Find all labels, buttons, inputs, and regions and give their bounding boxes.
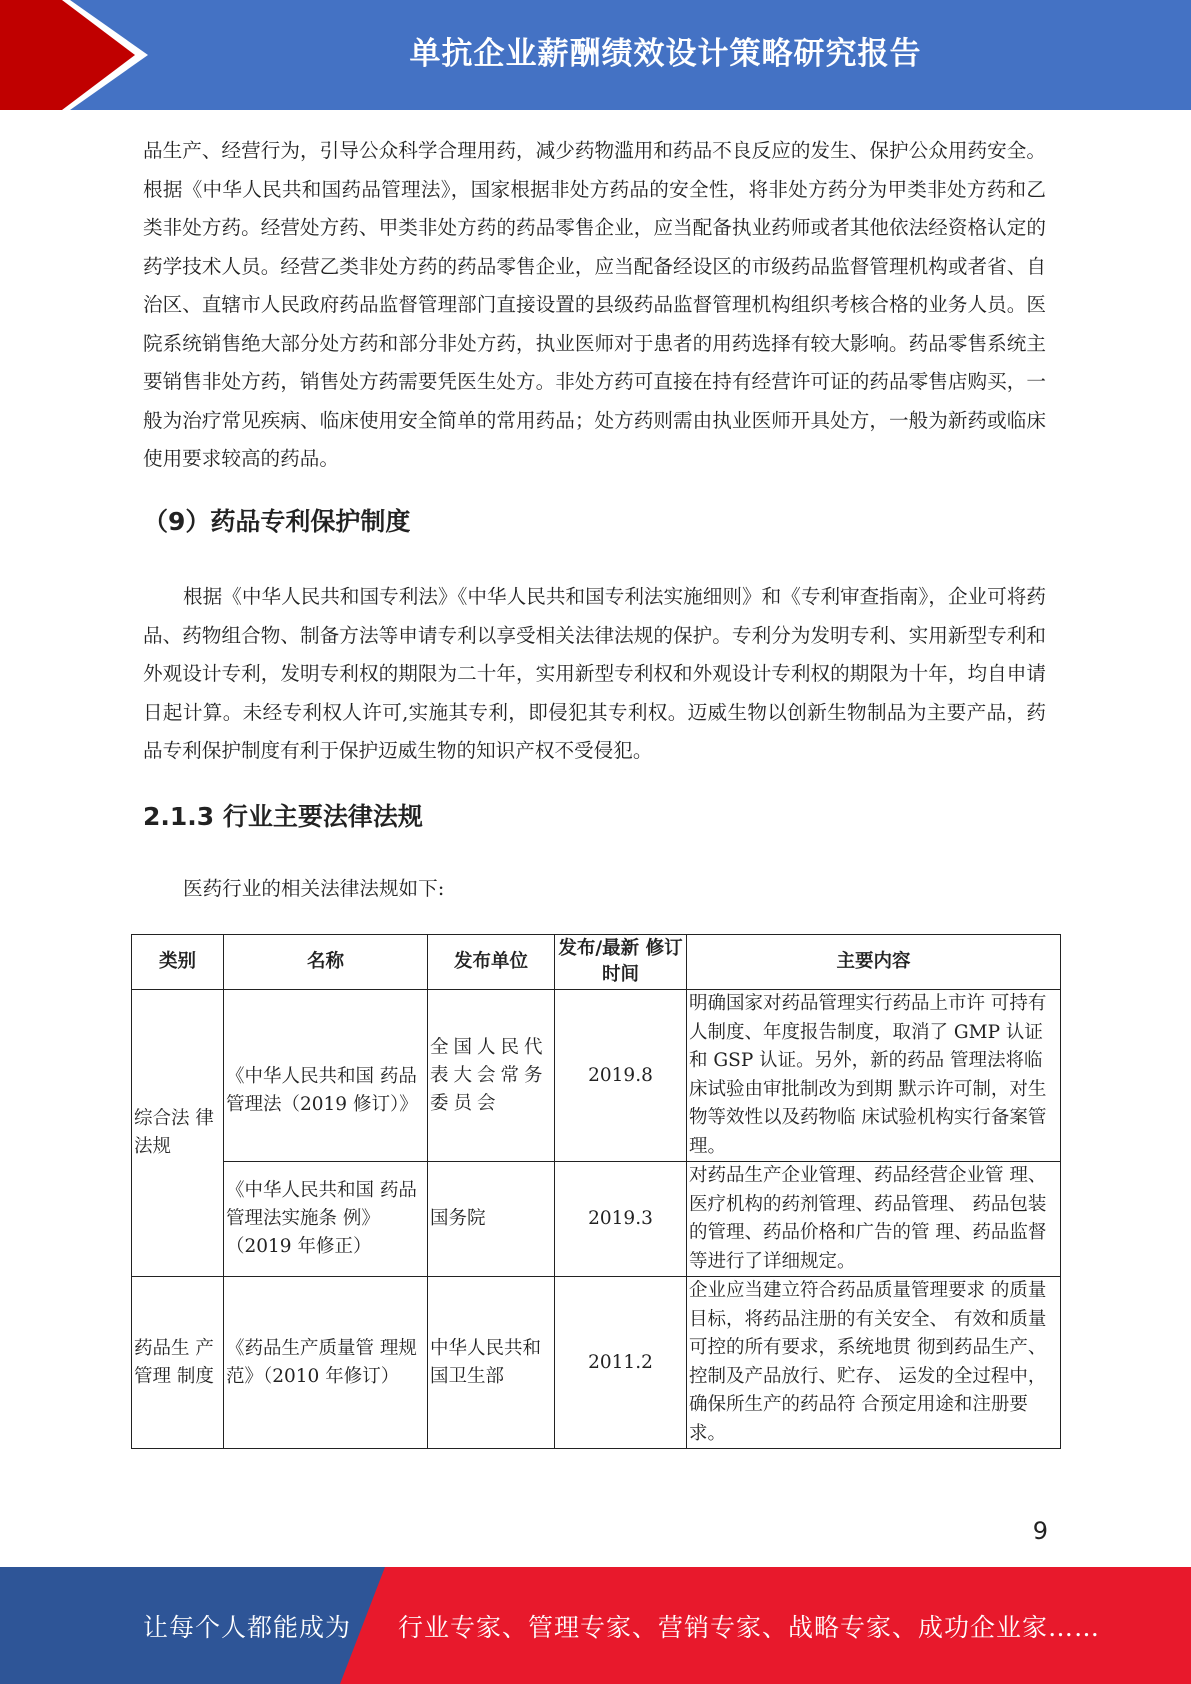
regulations-table-wrapper <box>131 934 1060 1444</box>
regulation-name-cell: 《药品生产质量管 理规范》（2010 年修订） <box>224 1277 428 1449</box>
col-header-date: 发布/最新 修订时间 <box>555 935 687 990</box>
col-header-content: 主要内容 <box>687 935 1061 990</box>
report-title: 单抗企业薪酬绩效设计策略研究报告 <box>409 35 922 72</box>
subsection-heading: （9）药品专利保护制度 <box>143 507 411 536</box>
date-cell: 2011.2 <box>555 1277 687 1449</box>
footer-slogan-left: 让每个人都能成为 <box>143 1612 352 1642</box>
table-header-row <box>132 935 1061 990</box>
intro-paragraph: 品生产、经营行为，引导公众科学合理用药，减少药物滥用和药品不良反应的发生、保护公众用药安全。根据《中华人民共和国药品管理法》，国家根据非处方药品的安全性，将非处方药分为甲类非处方药和乙类非处方药。经营处方药、甲类非处方药的药品零售企业，应当配备执业药师或者其他依法经资格认定的药学技术人员。经营乙类非处方药的药品零售企业，应当配备经设区的市级药品监督管理机构或者省、自治区、直辖市人民政府药品监督管理部门直接设置的县级药品监督管理机构组织考核合格的业务人员。医院系统销售绝大部分处方药和部分非处方药，执业医师对于患者的用药选择有较大影响。药品零售系统主要销售非处方药，销售处方药需要凭医生处方。非处方药可直接在持有经营许可证的药品零售店购买，一般为治疗常见疾病、临床使用安全简单的常用药品；处方药则需由执业医师开具处方，一般为新药或临床使用要求较高的药品。 <box>143 139 1046 470</box>
category-cell: 综合法 律法规 <box>132 990 224 1277</box>
table-row <box>132 990 1061 1162</box>
col-header-name: 名称 <box>224 935 428 990</box>
content-cell: 明确国家对药品管理实行药品上市许 可持有人制度、年度报告制度，取消了 GMP 认证和 GSP 认证。另外，新的药品 管理法将临床试验由审批制改为到期 默示许可制，对生物等效性以及药物临 床试验机构实行备案管理。 <box>687 990 1061 1162</box>
page-number: 9 <box>1032 1517 1048 1545</box>
table-row <box>132 1162 1061 1277</box>
section-intro: 医药行业的相关法律法规如下: <box>183 877 445 900</box>
regulation-name-cell: 《中华人民共和国 药品管理法实施条 例》（2019 年修正） <box>224 1162 428 1277</box>
content-cell: 对药品生产企业管理、药品经营企业管 理、医疗机构的药剂管理、药品管理、 药品包装的管理、药品价格和广告的管 理、药品监督等进行了详细规定。 <box>687 1162 1061 1277</box>
date-cell: 2019.3 <box>555 1162 687 1277</box>
table-row <box>132 1277 1061 1449</box>
header-arrow-decoration <box>0 0 160 110</box>
page-header <box>0 0 1191 110</box>
footer-slogan-right: 行业专家、管理专家、营销专家、战略专家、成功企业家…… <box>398 1612 1101 1642</box>
section-heading: 2.1.3 行业主要法律法规 <box>143 802 423 831</box>
issuer-cell: 国务院 <box>428 1162 555 1277</box>
issuer-cell: 中华人民共和国卫生部 <box>428 1277 555 1449</box>
col-header-category: 类别 <box>132 935 224 990</box>
intro-paragraph-block <box>143 132 1046 479</box>
category-cell: 药品生 产管理 制度 <box>132 1277 224 1449</box>
col-header-issuer: 发布单位 <box>428 935 555 990</box>
patent-paragraph: 根据《中华人民共和国专利法》《中华人民共和国专利法实施细则》和《专利审查指南》，企业可将药品、药物组合物、制备方法等申请专利以享受相关法律法规的保护。专利分为发明专利、实用新型专利和外观设计专利，发明专利权的期限为二十年，实用新型专利权和外观设计专利权的期限为十年，均自申请日起计算。未经专利权人许可,实施其专利，即侵犯其专利权。迈威生物以创新生物制品为主要产品，药品专利保护制度有利于保护迈威生物的知识产权不受侵犯。 <box>143 585 1046 762</box>
content-cell: 企业应当建立符合药品质量管理要求 的质量目标，将药品注册的有关安全、 有效和质量可控的所有要求，系统地贯 彻到药品生产、控制及产品放行、贮存、 运发的全过程中，确保所生产的药品符 合预定用途和注册要求。 <box>687 1277 1061 1449</box>
section-intro-block <box>143 870 1046 909</box>
issuer-cell: 全国人民代表大会常务委员会 <box>428 990 555 1162</box>
regulations-table <box>131 934 1061 1449</box>
regulation-name-cell: 《中华人民共和国 药品管理法（2019 修订）》 <box>224 990 428 1162</box>
date-cell: 2019.8 <box>555 990 687 1162</box>
patent-paragraph-block <box>143 578 1046 771</box>
page-footer <box>0 1567 1191 1684</box>
